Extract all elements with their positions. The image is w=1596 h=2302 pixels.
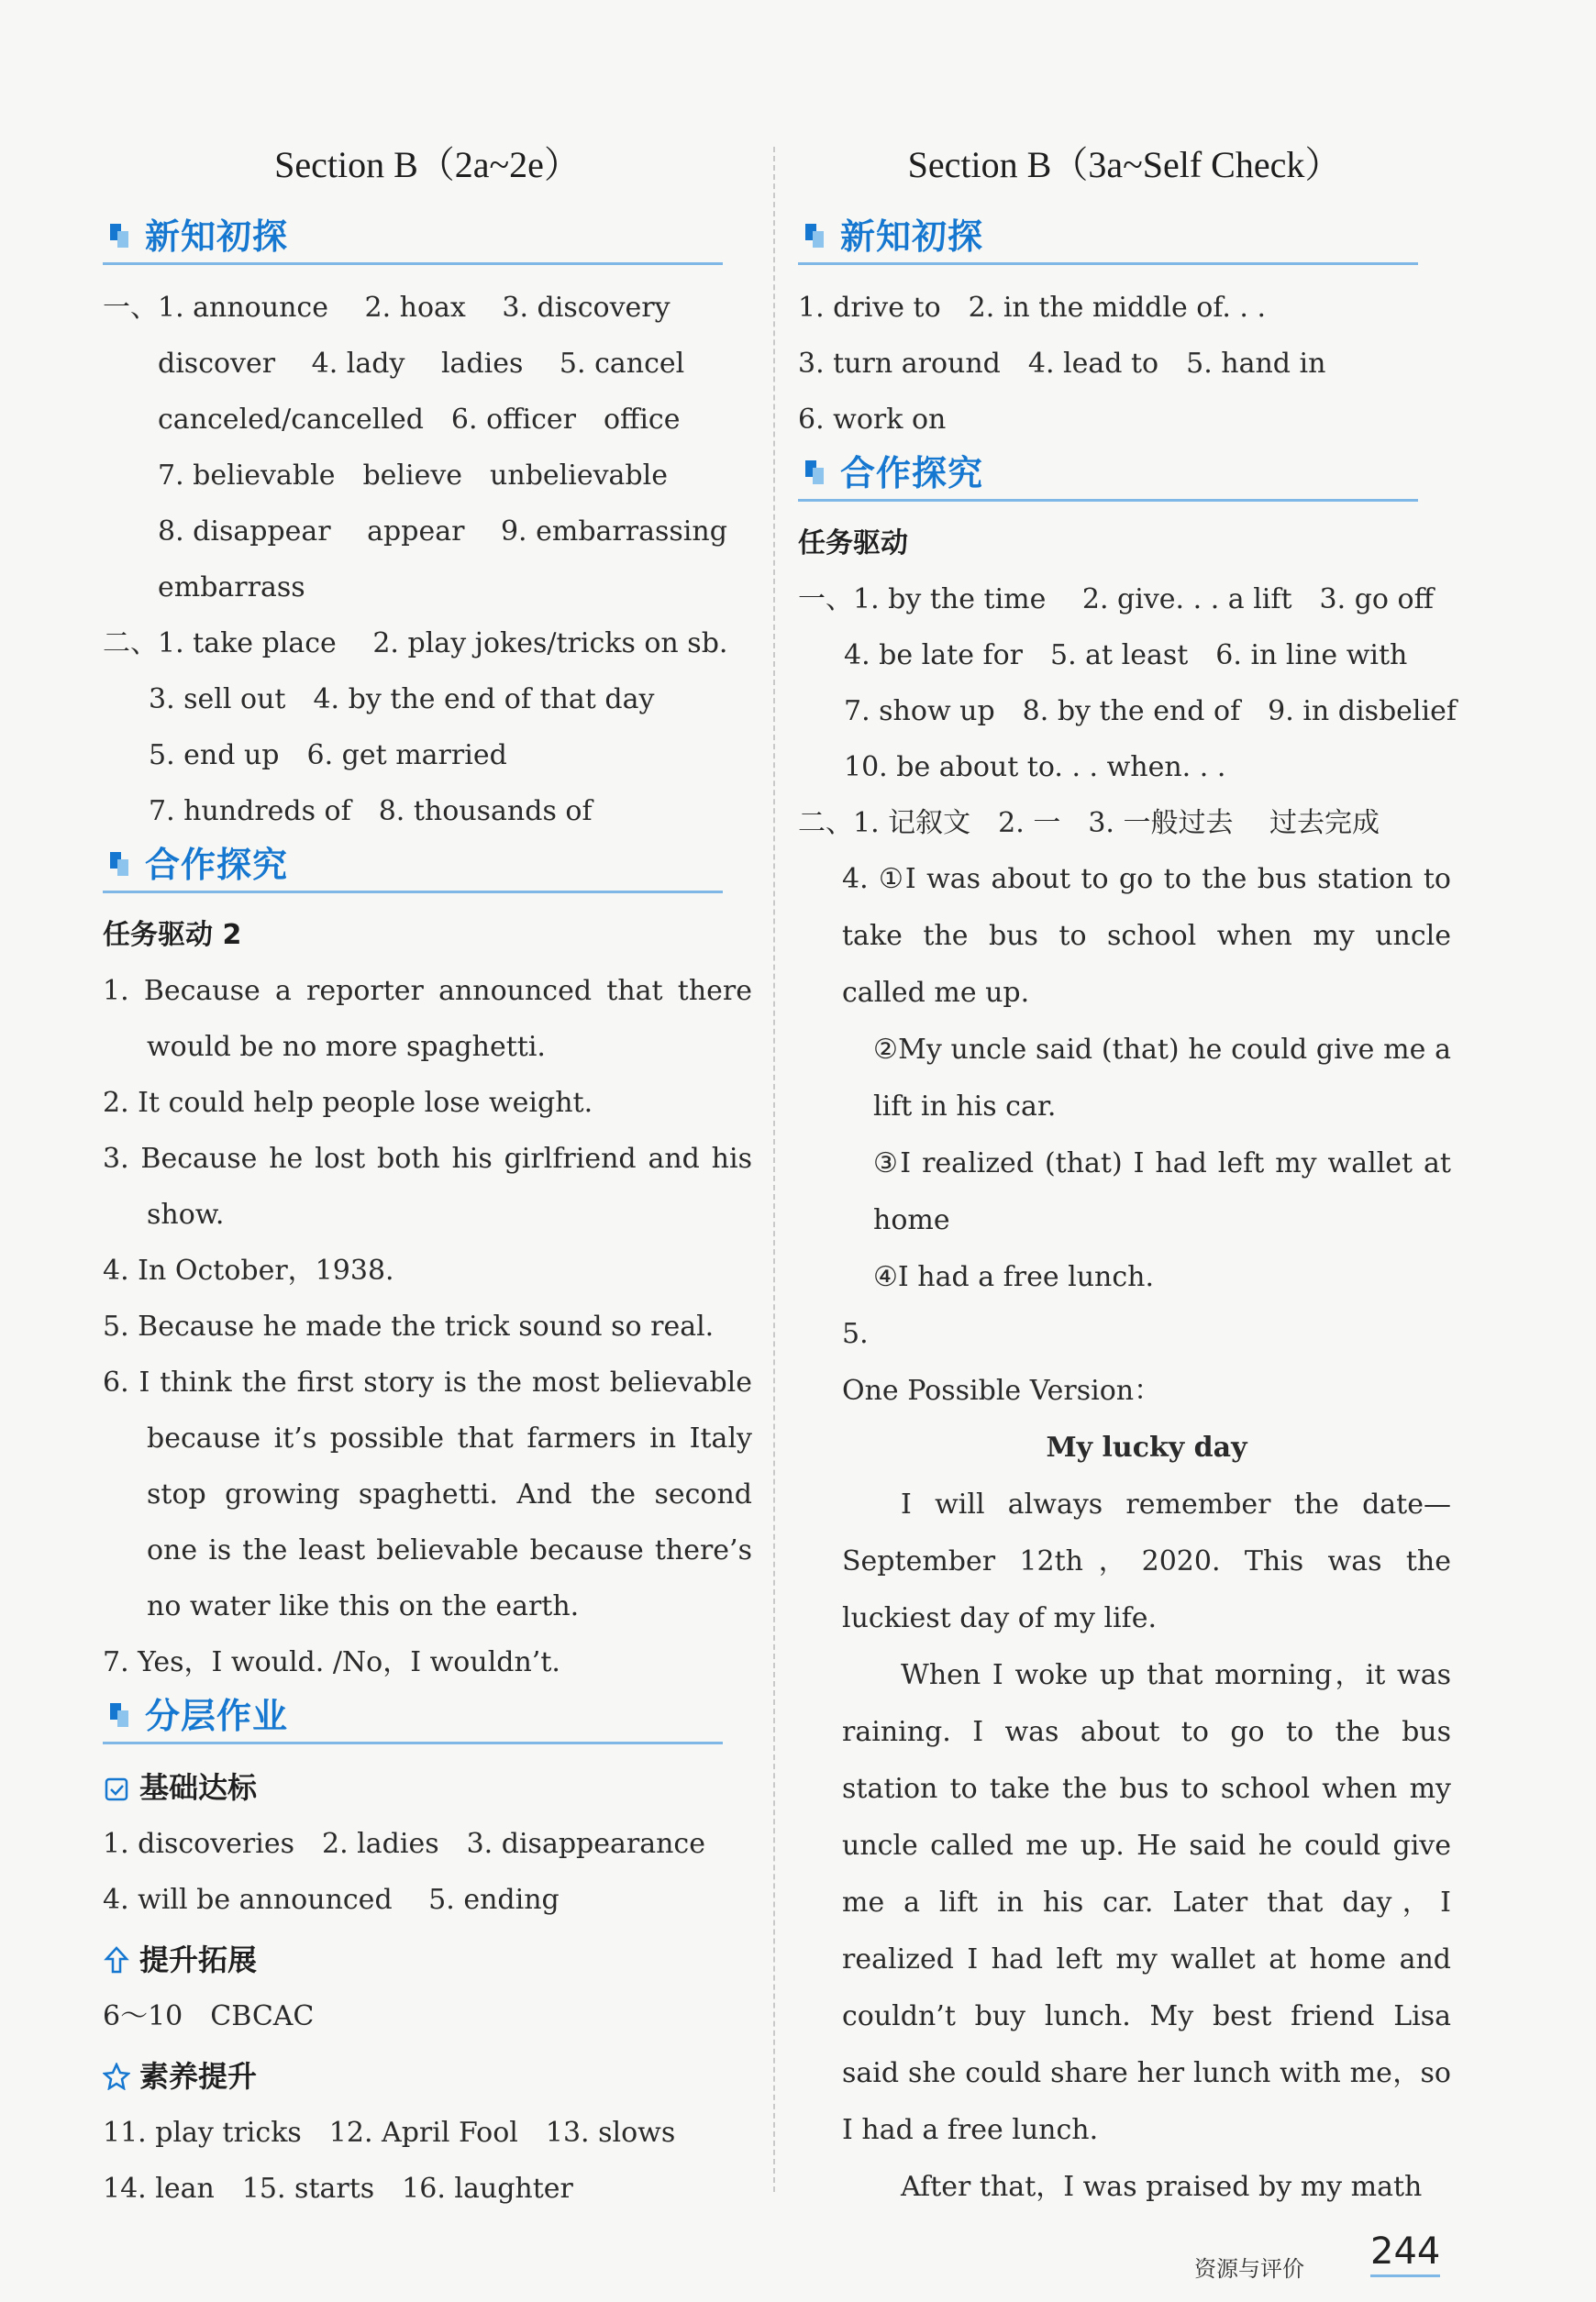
answer-line: 3. turn around 4. lead to 5. hand in <box>798 348 1326 380</box>
answer-line: canceled/cancelled 6. officer office <box>158 404 681 436</box>
footer-label: 资源与评价 <box>1194 2256 1304 2282</box>
answer-line: 二、1. 记叙文 2. 一 3. 一般过去 过去完成 <box>798 807 1380 839</box>
bookmark-icon <box>108 850 130 878</box>
arrow-up-icon <box>103 1946 130 1974</box>
left-column <box>103 138 752 2217</box>
answer-item: 4. ①I was about to go to the bus station to take the bus to school when my uncle called me up. <box>842 863 1451 1009</box>
essay-paragraph: When I woke up that morning，it was raining. I was about to go to the bus station to take the bus to school when my uncle called me up. He said he could give me a lift in his car. Later that day，I realized I had left my wallet at home and couldn’t buy lunch. My best friend Lisa said she could share her lunch with me，so I had a free lunch. <box>842 1659 1451 2146</box>
quality-title: 素养提升 <box>103 2048 752 2105</box>
answer-item: 7. Yes，I would. /No，I wouldn’t. <box>103 1646 560 1678</box>
answer-line: 3. sell out 4. by the end of that day <box>149 683 655 715</box>
section-title: Section B（3a~Self Check） <box>907 144 1342 185</box>
bookmark-icon <box>108 222 130 249</box>
clipboard-icon <box>103 1774 130 1801</box>
answer-line: 6～10 CBCAC <box>103 2000 315 2032</box>
answer-line: 一、1. announce 2. hoax 3. discovery <box>103 292 671 324</box>
answer-line: 6. work on <box>798 404 947 436</box>
bookmark-icon <box>804 459 826 486</box>
answer-item: 3. Because he lost both his girlfriend and his show. <box>103 1143 752 1231</box>
answer-line: 5. end up 6. get married <box>149 739 507 771</box>
extend-title: 提升拓展 <box>103 1931 752 1988</box>
essay-title: My lucky day <box>1046 1432 1247 1464</box>
task-label: 任务驱动 2 <box>103 919 242 951</box>
answer-line: 7. show up 8. by the end of 9. in disbelief <box>844 695 1457 727</box>
star-icon <box>103 2063 130 2090</box>
answer-item: 6. I think the first story is the most believable because it’s possible that farmers in Italy stop growing spaghetti. And the second one is the least believable because there’s no water like this on the earth. <box>103 1367 752 1622</box>
answer-line: 1. drive to 2. in the middle of. . . <box>798 292 1267 324</box>
answer-item: 5. <box>842 1318 869 1350</box>
section-head-cooperation: 合作探究 <box>798 448 1418 502</box>
answer-line: 一、1. by the time 2. give. . . a lift 3. go off <box>798 583 1434 615</box>
answer-item: ③I realized (that) I had left my wallet at home <box>873 1147 1451 1236</box>
answer-item: ④I had a free lunch. <box>873 1261 1155 1293</box>
essay-paragraph: I will always remember the date—September 12th，2020. This was the luckiest day of my life. <box>842 1489 1451 1634</box>
basic-title: 基础达标 <box>103 1759 752 1816</box>
answer-line: 1. discoveries 2. ladies 3. disappearance <box>103 1828 705 1860</box>
answer-line: 4. will be announced 5. ending <box>103 1884 560 1916</box>
column-divider <box>773 147 775 2192</box>
section-title: Section B（2a~2e） <box>274 144 581 185</box>
answer-line: 14. lean 15. starts 16. laughter <box>103 2173 573 2205</box>
section-head-new-knowledge: 新知初探 <box>103 211 723 265</box>
answer-line: 7. believable believe unbelievable <box>158 459 668 492</box>
answer-line: 4. be late for 5. at least 6. in line with <box>844 639 1408 671</box>
answer-line: discover 4. lady ladies 5. cancel <box>158 348 685 380</box>
answer-line: 7. hundreds of 8. thousands of <box>149 795 593 827</box>
page-number: 244 <box>1370 2230 1440 2277</box>
bookmark-icon <box>108 1701 130 1729</box>
bookmark-icon <box>804 222 826 249</box>
answer-line: 11. play tricks 12. April Fool 13. slows <box>103 2117 676 2149</box>
section-head-cooperation: 合作探究 <box>103 839 723 893</box>
answer-line: 10. be about to. . . when. . . <box>844 751 1226 783</box>
right-column <box>798 138 1457 2216</box>
section-head-homework: 分层作业 <box>103 1690 723 1744</box>
section-head-new-knowledge: 新知初探 <box>798 211 1418 265</box>
answer-item: 5. Because he made the trick sound so real. <box>103 1311 715 1343</box>
answer-item: 4. In October，1938. <box>103 1255 394 1287</box>
answer-item: ②My uncle said (that) he could give me a lift in his car. <box>873 1034 1451 1123</box>
answer-item: 1. Because a reporter announced that there would be no more spaghetti. <box>103 975 752 1063</box>
answer-line: 8. disappear appear 9. embarrassing <box>158 515 727 548</box>
task-label: 任务驱动 <box>798 527 908 559</box>
version-label: One Possible Version： <box>842 1375 1162 1407</box>
essay-paragraph: After that，I was praised by my math <box>901 2171 1423 2203</box>
answer-item: 2. It could help people lose weight. <box>103 1087 593 1119</box>
answer-line: 二、1. take place 2. play jokes/tricks on sb. <box>103 627 728 659</box>
answer-line: embarrass <box>158 571 305 603</box>
